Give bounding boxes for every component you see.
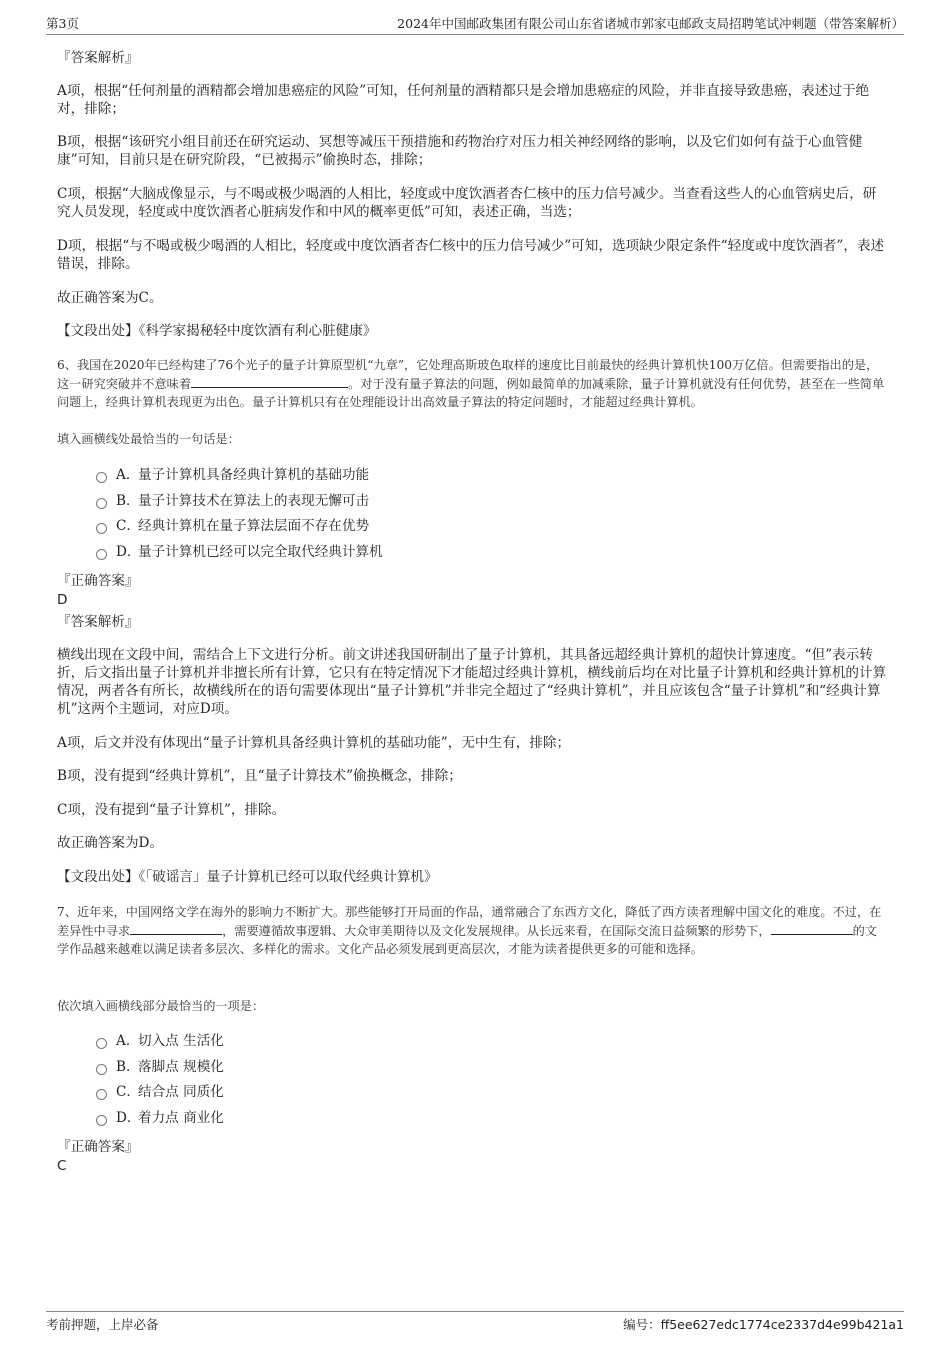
- q5-analysis-label: 『答案解析』: [57, 50, 139, 66]
- q6-conclusion: 故正确答案为D。: [57, 835, 164, 851]
- q6-option-a-analysis: A项，后文并没有体现出“量子计算机具备经典计算机的基础功能”，无中生有，排除；: [57, 735, 571, 751]
- q6-source: 【文段出处】《「破谣言」量子计算机已经可以取代经典计算机》: [57, 869, 438, 885]
- q6-options: [96, 465, 383, 567]
- q7-option-a[interactable]: A．切入点 生活化: [96, 1031, 224, 1057]
- q6-answer-label: 『正确答案』: [57, 573, 139, 589]
- radio-icon[interactable]: [96, 1115, 107, 1126]
- q6-option-c[interactable]: C．经典计算机在量子算法层面不存在优势: [96, 516, 383, 542]
- q6-prompt: 填入画横线处最恰当的一句话是：: [57, 432, 240, 446]
- q7-option-c[interactable]: C．结合点 同质化: [96, 1082, 224, 1108]
- q7-answer: C: [57, 1158, 67, 1174]
- q6-option-d[interactable]: D．量子计算机已经可以完全取代经典计算机: [96, 542, 383, 568]
- q6-answer: D: [57, 592, 68, 608]
- q5-conclusion: 故正确答案为C。: [57, 290, 163, 306]
- q5-option-a-analysis: A项，根据“任何剂量的酒精都会增加患癌症的风险”可知，任何剂量的酒精都只是会增加患癌症的风险，并非直接导致患癌，表述过于绝对，排除；: [57, 83, 870, 117]
- radio-icon[interactable]: [96, 1038, 107, 1049]
- page-number: 第3页: [46, 16, 79, 31]
- q7-blank-2: [771, 923, 853, 935]
- q7-blank-1: [130, 923, 222, 935]
- q6-option-b[interactable]: B．量子计算技术在算法上的表现无懈可击: [96, 491, 383, 517]
- q7-options: [96, 1031, 224, 1133]
- radio-icon[interactable]: [96, 1064, 107, 1075]
- radio-icon[interactable]: [96, 523, 107, 534]
- q6-option-b-analysis: B项，没有提到“经典计算机”，且“量子计算技术”偷换概念，排除；: [57, 768, 462, 784]
- q5-option-d-analysis: D项，根据“与不喝或极少喝酒的人相比，轻度或中度饮酒者杏仁核中的压力信号减少”可知，选项缺少限定条件“轻度或中度饮酒者”，表述错误，排除。: [57, 238, 885, 272]
- q7-option-d[interactable]: D．着力点 商业化: [96, 1108, 224, 1134]
- q6-analysis-label: 『答案解析』: [57, 614, 139, 630]
- q7-option-b[interactable]: B．落脚点 规模化: [96, 1057, 224, 1083]
- q6-analysis: 横线出现在文段中间，需结合上下文进行分析。前文讲述我国研制出了量子计算机，其具备远超经典计算机的超快计算速度。“但”表示转折，后文指出量子计算机并非擅长所有计算，它只有在特定情况下才能超过经典计算机，横线前后均在对比量子计算机和经典计算机的计算情况，两者各有所长，故横线所在的语句需要体现出“量子计算机”并非完全超过了“经典计算机”，并且应该包含“量子计算机”和“经典计算机”这两个主题词，对应D项。: [57, 647, 887, 717]
- q7-stem: 7、近年来，中国网络文学在海外的影响力不断扩大。那些能够打开局面的作品，通常融合了东西方文化，降低了西方读者理解中国文化的难度。不过，在差异性中寻求 ，需要遵循故事逻辑、大众审美期待以及文化发展规律。从长远来看，在国际交流日益频繁的形势下， 的文学作品越来越难以满足读者多层次、多样化的需求。文化产品必须发展到更高层次，才能为读者提供更多的可能和选择。: [57, 905, 882, 956]
- q7-answer-label: 『正确答案』: [57, 1139, 139, 1155]
- footer-code: 编号：ff5ee627edc1774ce2337d4e99b421a1: [623, 1317, 904, 1332]
- q6-option-c-analysis: C项，没有提到“量子计算机”，排除。: [57, 802, 286, 818]
- radio-icon[interactable]: [96, 472, 107, 483]
- page-footer: [46, 1311, 904, 1334]
- q5-source: 【文段出处】《科学家揭秘轻中度饮酒有利心脏健康》: [57, 323, 377, 339]
- q6-option-a[interactable]: A．量子计算机具备经典计算机的基础功能: [96, 465, 383, 491]
- q6-blank: [191, 376, 348, 388]
- q5-option-b-analysis: B项，根据“该研究小组目前还在研究运动、冥想等减压干预措施和药物治疗对压力相关神经网络的影响，以及它们如何有益于心血管健康”可知，目前只是在研究阶段，“已被揭示”偷换时态，排除；: [57, 134, 863, 168]
- radio-icon[interactable]: [96, 549, 107, 560]
- document-title: 2024年中国邮政集团有限公司山东省诸城市郭家屯邮政支局招聘笔试冲刺题（带答案解析）: [397, 16, 904, 31]
- q7-prompt: 依次填入画横线部分最恰当的一项是：: [57, 999, 265, 1013]
- radio-icon[interactable]: [96, 1089, 107, 1100]
- radio-icon[interactable]: [96, 498, 107, 509]
- q6-stem: 6、我国在2020年已经构建了76个光子的量子计算原型机“九章”，它处理高斯玻色取样的速度比目前最快的经典计算机快100万亿倍。但需要指出的是，这一研究突破并不意味着 。对于没有量子算法的问题，例如最简单的加减乘除，量子计算机就没有任何优势，甚至在一些简单问题上，经典计算机表现更为出色。量子计算机只有在处理能设计出高效量子算法的特定问题时，才能超过经典计算机。: [57, 358, 885, 409]
- page-header: [46, 14, 904, 35]
- footer-slogan: 考前押题，上岸必备: [46, 1317, 159, 1332]
- q5-option-c-analysis: C项，根据“大脑成像显示，与不喝或极少喝酒的人相比，轻度或中度饮酒者杏仁核中的压力信号减少。当查看这些人的心血管病史后，研究人员发现，轻度或中度饮酒者心脏病发作和中风的概率更低”可知，表述正确，当选；: [57, 186, 877, 220]
